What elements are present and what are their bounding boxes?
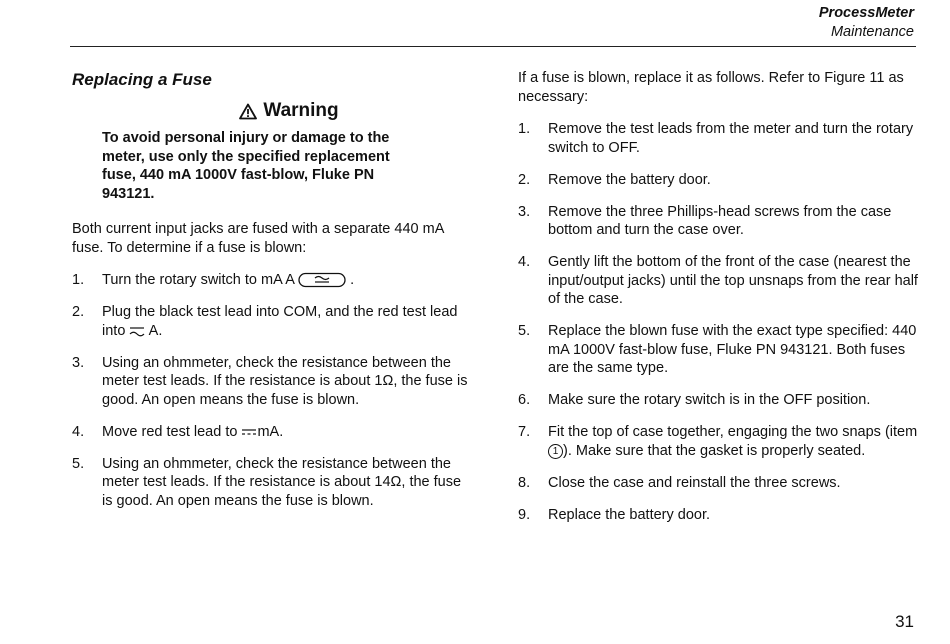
list-item bbox=[518, 171, 918, 190]
left-column bbox=[72, 69, 470, 524]
warning-text: To avoid personal injury or damage to the meter, use only the specified replacement fuse, 440 mA 1000V fast-blow, Fluke PN 943121. bbox=[102, 130, 390, 202]
step-text: Move red test lead to bbox=[102, 423, 238, 440]
step-text: Plug the black test lead into COM, and the red test lead into bbox=[102, 304, 458, 339]
item-callout: 1 bbox=[548, 444, 563, 459]
list-item bbox=[518, 322, 918, 378]
left-intro: Both current input jacks are fused with a separate 440 mA fuse. To determine if a fuse is blown: bbox=[72, 221, 444, 256]
ac-dc-selector-icon bbox=[298, 272, 346, 288]
list-item bbox=[72, 303, 470, 340]
right-intro: If a fuse is blown, replace it as follows. Refer to Figure 11 as necessary: bbox=[518, 70, 904, 105]
ac-dc-symbol-icon bbox=[129, 325, 145, 337]
step-text: Replace the battery door. bbox=[548, 506, 711, 523]
step-text: Turn the rotary switch to mA A bbox=[102, 272, 295, 288]
dc-symbol-icon bbox=[241, 427, 257, 437]
warning-triangle-icon bbox=[239, 103, 257, 120]
step-number: 6. bbox=[518, 392, 531, 408]
step-text: Using an ohmmeter, check the resistance between the meter test leads. If the resistance is about 14Ω, the fuse is good. An open means the fuse is blown. bbox=[102, 455, 462, 509]
step-text: Gently lift the bottom of the front of the case (nearest the input/output jacks) until the top unsnaps from the rear half of the case. bbox=[548, 254, 918, 307]
step-text: Remove the battery door. bbox=[548, 171, 711, 188]
right-column bbox=[518, 69, 918, 538]
list-item bbox=[72, 455, 470, 511]
step-text-end: . bbox=[350, 272, 355, 288]
step-text-end: mA. bbox=[257, 423, 284, 440]
step-text: Remove the test leads from the meter and turn the rotary switch to OFF. bbox=[548, 121, 914, 156]
step-number: 4. bbox=[518, 254, 531, 270]
step-number: 2. bbox=[518, 171, 531, 188]
step-text-end: ). Make sure that the gasket is properly seated. bbox=[563, 442, 866, 459]
step-number: 3. bbox=[518, 203, 531, 220]
step-text: Make sure the rotary switch is in the OFF position. bbox=[548, 392, 871, 408]
list-item bbox=[518, 391, 918, 410]
list-item bbox=[518, 423, 918, 460]
step-number: 1. bbox=[518, 121, 531, 137]
step-number: 3. bbox=[72, 354, 85, 371]
page-number: 31 bbox=[895, 612, 914, 631]
test-steps-list bbox=[72, 271, 470, 510]
list-item bbox=[518, 474, 918, 493]
step-text: Replace the blown fuse with the exact type specified: 440 mA 1000V fast-blow fuse, Fluke PN 943121. Both fuses are the same type. bbox=[548, 323, 917, 376]
replace-steps-list bbox=[518, 120, 918, 524]
step-text: Using an ohmmeter, check the resistance between the meter test leads. If the resistance is about 1Ω, the fuse is good. An open means the fuse is blown. bbox=[102, 354, 468, 408]
section-heading: Replacing a Fuse bbox=[72, 70, 212, 89]
page-header bbox=[819, 4, 914, 42]
step-text: Close the case and reinstall the three screws. bbox=[548, 474, 841, 491]
step-text: Fit the top of case together, engaging the two snaps (item bbox=[548, 424, 918, 440]
step-number: 4. bbox=[72, 423, 85, 440]
list-item bbox=[72, 354, 470, 410]
step-text-end: A. bbox=[148, 322, 163, 339]
step-number: 1. bbox=[72, 272, 85, 288]
list-item bbox=[72, 271, 470, 290]
list-item bbox=[72, 423, 470, 442]
header-divider bbox=[70, 46, 916, 47]
list-item bbox=[518, 120, 918, 157]
step-number: 5. bbox=[518, 323, 531, 339]
step-number: 5. bbox=[72, 455, 85, 472]
step-number: 7. bbox=[518, 424, 531, 440]
warning-title bbox=[72, 99, 470, 123]
header-subtitle: Maintenance bbox=[830, 24, 914, 40]
step-number: 9. bbox=[518, 506, 531, 523]
step-number: 2. bbox=[72, 304, 85, 320]
list-item bbox=[518, 203, 918, 240]
list-item bbox=[518, 506, 918, 525]
list-item bbox=[518, 253, 918, 309]
step-text: Remove the three Phillips-head screws from the case bottom and turn the case over. bbox=[548, 203, 892, 238]
warning-title-label: Warning bbox=[263, 100, 339, 121]
step-number: 8. bbox=[518, 474, 531, 491]
header-title: ProcessMeter bbox=[818, 5, 914, 21]
